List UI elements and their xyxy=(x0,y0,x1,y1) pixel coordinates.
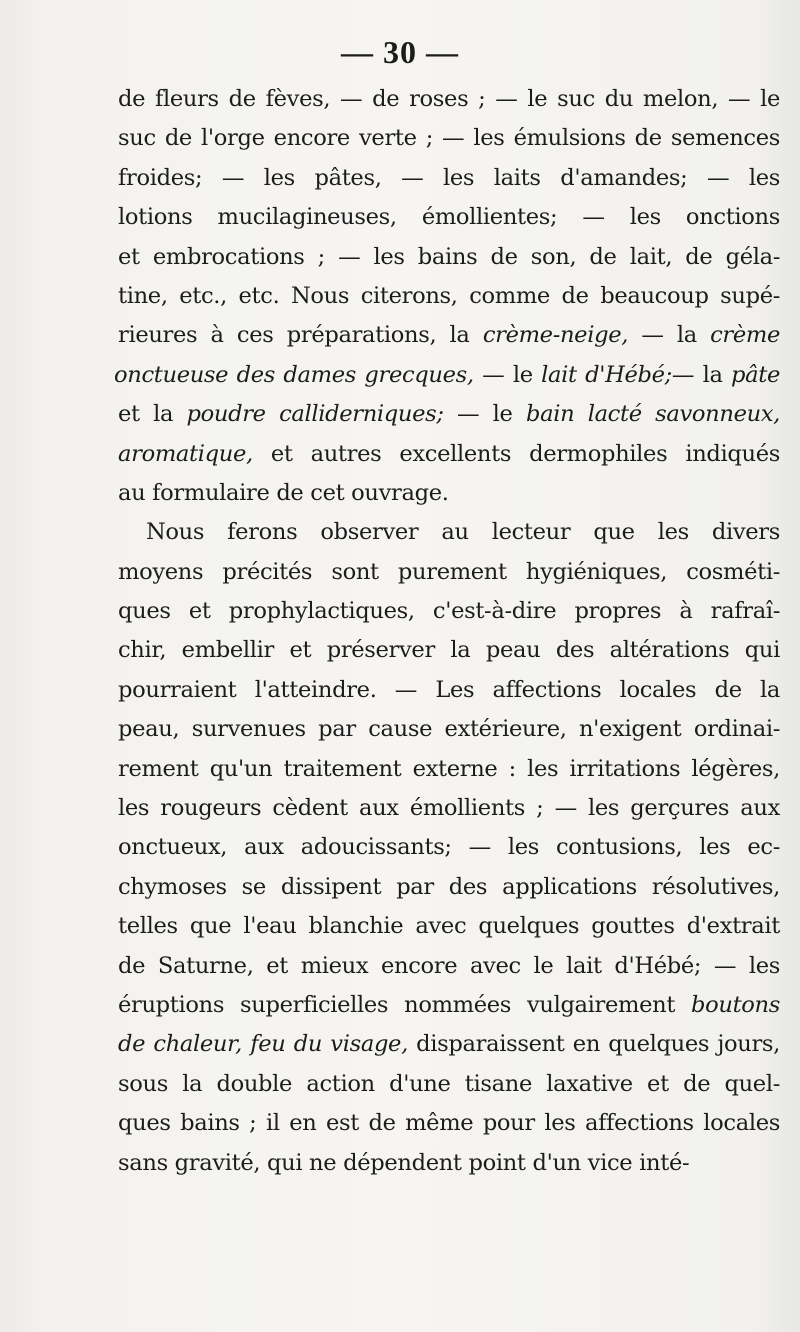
text-segment: froides; — les pâtes, — les laits d'amandes; — les xyxy=(118,164,780,191)
text-segment: éruptions superficielles nommées vulgairement xyxy=(118,991,691,1018)
text-segment: — la xyxy=(628,322,711,349)
italic-text: de chaleur, feu du visage, xyxy=(118,1031,408,1058)
text-segment: et la xyxy=(118,401,187,428)
italic-text: lait d'Hébé; xyxy=(541,361,672,388)
text-segment: Nous ferons observer au lecteur que les divers xyxy=(146,519,780,546)
page-number: — 30 — xyxy=(341,34,459,70)
text-segment: — le xyxy=(473,361,542,388)
text-line xyxy=(118,907,780,946)
text-line xyxy=(118,474,780,513)
body-text xyxy=(114,80,781,1183)
text-segment: pourraient l'atteindre. — Les affections locales de la xyxy=(118,676,780,703)
text-line xyxy=(118,868,780,907)
text-line xyxy=(118,986,780,1025)
text-line xyxy=(118,1104,780,1143)
text-segment: les rougeurs cèdent aux émollients ; — les gerçures aux xyxy=(118,795,780,822)
text-line xyxy=(118,553,780,592)
text-line xyxy=(118,750,780,789)
text-segment: de fleurs de fèves, — de roses ; — le suc du melon, — le xyxy=(118,86,780,112)
text-segment: rieures à ces préparations, la xyxy=(118,322,483,349)
text-line xyxy=(114,356,780,395)
text-line xyxy=(118,1025,780,1064)
text-segment: telles que l'eau blanchie avec quelques gouttes d'extrait xyxy=(118,913,780,940)
text-segment: moyens précités sont purement hygiéniques, cosméti- xyxy=(118,558,780,585)
text-segment: et embrocations ; — les bains de son, de lait, de géla- xyxy=(118,243,780,270)
italic-text: pâte xyxy=(731,361,780,388)
text-line xyxy=(118,119,780,158)
text-segment: ques et prophylactiques, c'est-à-dire propres à rafraî- xyxy=(118,598,780,625)
text-segment: lotions mucilagineuses, émollientes; — les onctions xyxy=(118,204,780,231)
text-segment: suc de l'orge encore verte ; — les émulsions de semences xyxy=(118,125,780,152)
text-segment: sous la double action d'une tisane laxative et de quel- xyxy=(118,1070,780,1097)
text-line xyxy=(118,80,780,119)
italic-text: aromatique, xyxy=(118,440,253,467)
italic-text: bain lacté savonneux, xyxy=(525,401,781,428)
text-line xyxy=(118,592,780,631)
text-segment: sans gravité, qui ne dépendent point d'un vice inté- xyxy=(118,1149,690,1176)
italic-text: boutons xyxy=(691,991,780,1018)
text-segment: — le xyxy=(443,401,526,428)
text-segment: — la xyxy=(671,361,732,388)
text-segment: chir, embellir et préserver la peau des altérations qui xyxy=(118,637,780,664)
text-segment: peau, survenues par cause extérieure, n'exigent ordinai- xyxy=(118,716,780,743)
text-segment: disparaissent en quelques jours, xyxy=(407,1031,780,1058)
italic-text: crème xyxy=(710,322,780,349)
text-line xyxy=(118,316,780,355)
text-line xyxy=(118,513,780,552)
text-segment: ques bains ; il en est de même pour les affections locales xyxy=(118,1110,780,1137)
text-line xyxy=(118,1065,780,1104)
text-line xyxy=(118,671,780,710)
text-line xyxy=(118,198,780,237)
text-segment: rement qu'un traitement externe : les irritations légères, xyxy=(118,755,780,782)
text-line xyxy=(118,277,780,316)
text-segment: au formulaire de cet ouvrage. xyxy=(118,479,449,506)
text-segment: chymoses se dissipent par des applications résolutives, xyxy=(118,873,780,900)
text-segment: onctueux, aux adoucissants; — les contusions, les ec- xyxy=(118,834,780,861)
text-line xyxy=(118,710,780,749)
text-line xyxy=(118,828,780,867)
text-line xyxy=(118,1144,780,1183)
text-segment: et autres excellents dermophiles indiqués xyxy=(252,440,780,467)
text-line xyxy=(118,395,780,434)
text-line xyxy=(118,159,780,198)
text-line xyxy=(118,947,780,986)
text-line xyxy=(118,789,780,828)
italic-text: crème-neige, xyxy=(482,322,629,349)
text-line xyxy=(118,238,780,277)
text-segment: de Saturne, et mieux encore avec le lait d'Hébé; — les xyxy=(118,952,780,979)
text-segment: tine, etc., etc. Nous citerons, comme de beaucoup supé- xyxy=(118,282,780,309)
italic-text: poudre calliderniques; xyxy=(186,401,444,428)
italic-text: onctueuse des dames grecques, xyxy=(114,361,474,388)
text-line xyxy=(118,631,780,670)
text-line xyxy=(118,435,780,474)
